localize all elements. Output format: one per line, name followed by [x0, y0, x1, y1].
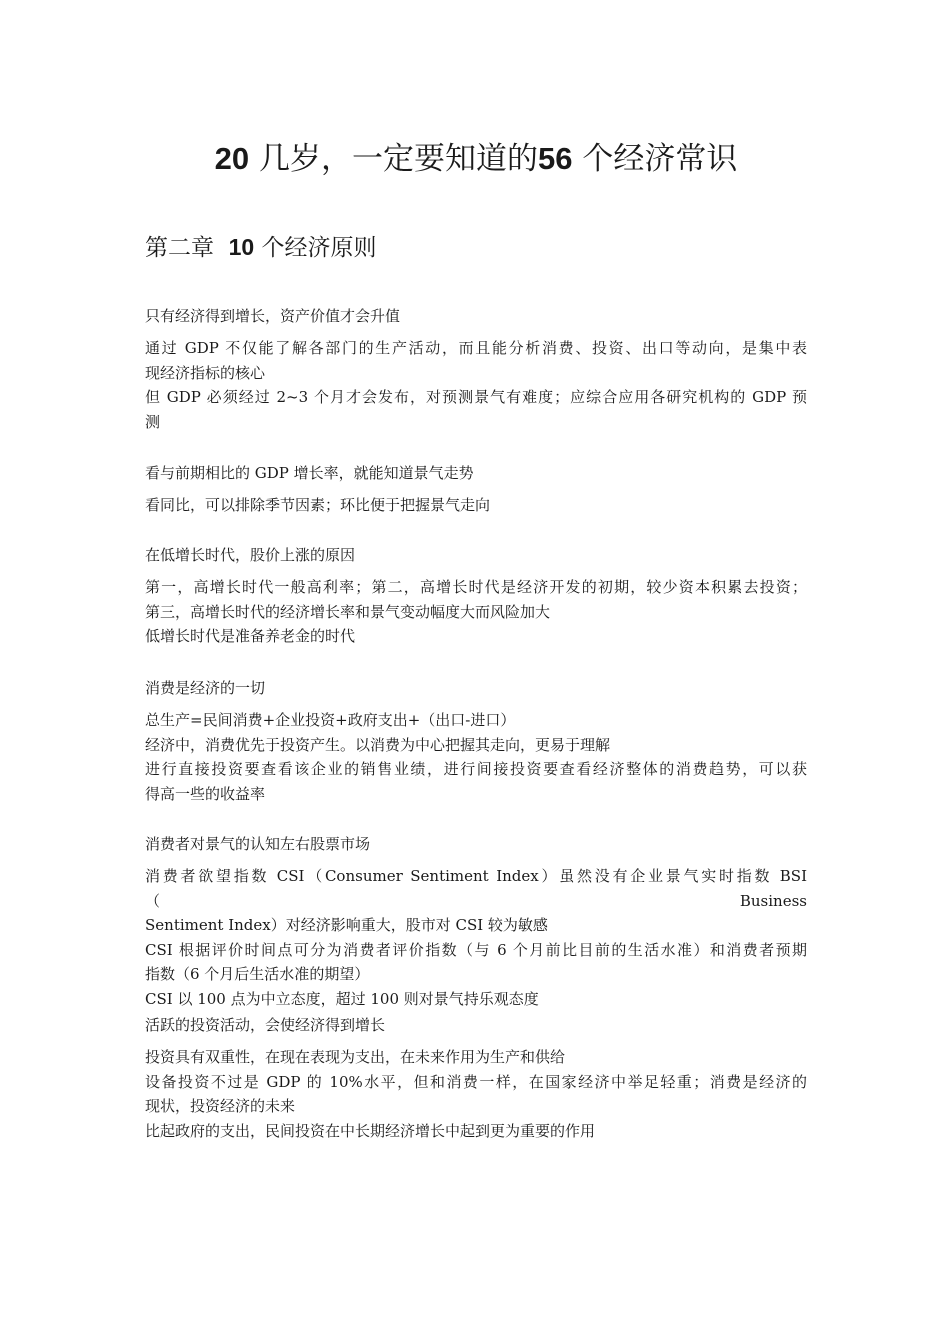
- paragraph-line: 现经济指标的核心: [145, 363, 266, 382]
- section-investment: [145, 1013, 807, 1143]
- chapter-prefix: 第二章: [145, 235, 214, 261]
- paragraph-line: 但 GDP 必须经过 2~3 个月才会发布，对预测景气有难度；应综合应用各研究机构的 GDP 预: [145, 388, 807, 406]
- paragraph-line: 测: [145, 412, 161, 431]
- paragraph-line: 经济中，消费优先于投资产生。以消费为中心把握其走向，更易于理解: [145, 735, 611, 754]
- section-heading: 活跃的投资活动，会使经济得到增长: [145, 1016, 386, 1034]
- paragraph-line: 得高一些的收益率: [145, 784, 266, 803]
- chapter-number: 10: [228, 234, 255, 260]
- section-gdp-rate: [145, 461, 807, 518]
- title-middle-text: 几岁，一定要知道的: [259, 141, 538, 177]
- chapter-title-text: 个经济原则: [261, 235, 377, 261]
- paragraph-line: 指数（6 个月后生活水准的期望）: [145, 965, 370, 983]
- paragraph-line: 通过 GDP 不仅能了解各部门的生产活动，而且能分析消费、投资、出口等动向，是集中表: [145, 339, 807, 357]
- title-number-20: 20: [214, 141, 250, 176]
- section-consumer-sentiment: [145, 832, 807, 1011]
- section-heading: 在低增长时代，股价上涨的原因: [145, 546, 356, 564]
- paragraph-line: 第一，高增长时代一般高利率；第二，高增长时代是经济开发的初期，较少资本积累去投资；: [145, 578, 807, 596]
- paragraph-line: 进行直接投资要查看该企业的销售业绩，进行间接投资要查看经济整体的消费趋势，可以获: [145, 760, 807, 778]
- section-heading: 看与前期相比的 GDP 增长率，就能知道景气走势: [145, 464, 474, 482]
- section-consumption: [145, 676, 807, 806]
- paragraph-line: 总生产=民间消费+企业投资+政府支出+（出口-进口）: [145, 711, 516, 729]
- paragraph-line: 低增长时代是准备养老金的时代: [145, 627, 356, 645]
- section-heading: 只有经济得到增长，资产价值才会升值: [145, 307, 401, 325]
- paragraph-line: CSI 根据评价时间点可分为消费者评价指数（与 6 个月前比目前的生活水准）和消费者预期: [145, 940, 807, 959]
- section-heading: 消费是经济的一切: [145, 679, 266, 697]
- paragraph-line: 投资具有双重性，在现在表现为支出，在未来作用为生产和供给: [145, 1048, 566, 1066]
- paragraph-line: 比起政府的支出，民间投资在中长期经济增长中起到更为重要的作用: [145, 1121, 596, 1140]
- paragraph-line: 消费者欲望指数 CSI（Consumer Sentiment Index）虽然没有企业景气实时指数 BSI（Business: [145, 867, 807, 910]
- paragraph-line: Sentiment Index）对经济影响重大，股市对 CSI 较为敏感: [145, 916, 548, 934]
- title-number-56: 56: [538, 141, 573, 176]
- chapter-heading: [145, 230, 377, 265]
- paragraph-line: 看同比，可以排除季节因素；环比便于把握景气走向: [145, 496, 491, 514]
- paragraph-line: 现状，投资经济的未来: [145, 1097, 296, 1115]
- paragraph-line: CSI 以 100 点为中立态度，超过 100 则对景气持乐观态度: [145, 989, 539, 1008]
- paragraph-line: 第三，高增长时代的经济增长率和景气变动幅度大而风险加大: [145, 602, 551, 621]
- document-title: [145, 137, 807, 181]
- paragraph-line: 设备投资不过是 GDP 的 10%水平，但和消费一样，在国家经济中举足轻重；消费是经济的: [145, 1072, 807, 1091]
- section-heading: 消费者对景气的认知左右股票市场: [145, 835, 371, 853]
- section-gdp-growth: [145, 304, 807, 434]
- section-low-growth: [145, 543, 807, 649]
- title-end-text: 个经济常识: [582, 141, 738, 177]
